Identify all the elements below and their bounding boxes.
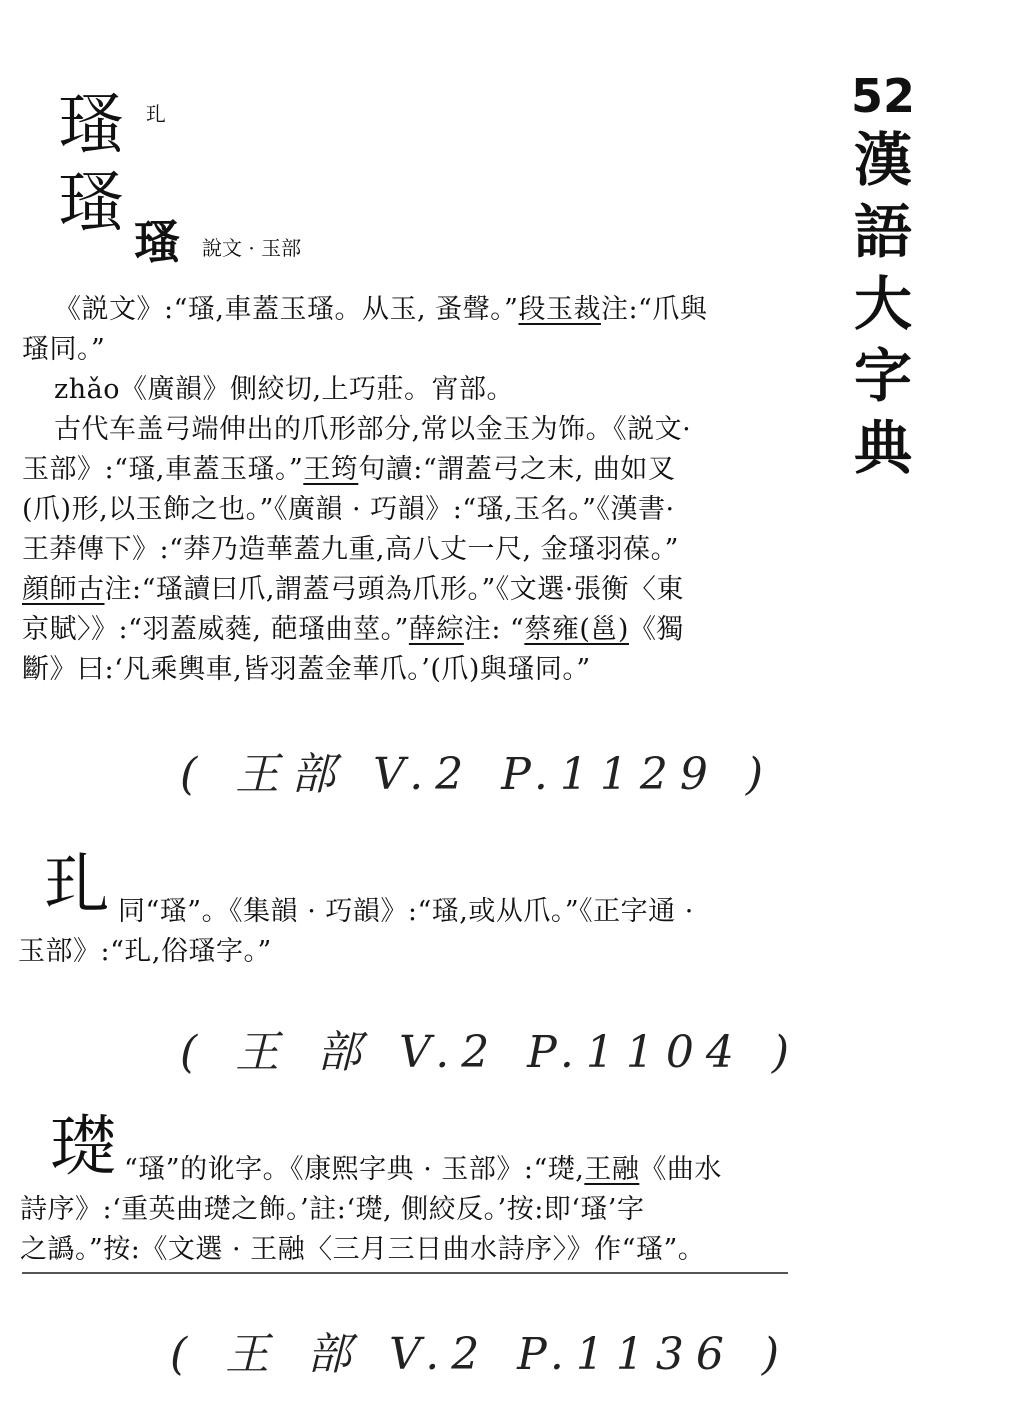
book-title-char: 大 [853, 270, 912, 338]
entry3-body [20, 1150, 790, 1270]
entry1-line [22, 290, 792, 330]
book-title-char: 典 [853, 414, 912, 482]
person-name-wang: 王筠 [303, 454, 359, 485]
entry1-seal-source: 說文 · 玉部 [202, 236, 302, 260]
text-span: 注: “ [463, 614, 525, 645]
entry1-line: 王莽傳下》:“莽乃造華蓋九重,高八丈一尺, 金瑵羽葆。” [22, 534, 679, 565]
entry2-head-char: 玌 [44, 846, 110, 923]
entry1-line: 古代车盖弓端伸出的爪形部分,常以金玉为饰。《説文· [54, 414, 692, 445]
entry1-seal-char: 瑵 [134, 215, 180, 269]
text-span: 《曲水 [639, 1154, 722, 1185]
text-span: 注:“爪與 [600, 294, 708, 325]
entry1-pronunciation: zhǎo《廣韻》側絞切,上巧莊。宵部。 [54, 374, 515, 405]
entry1-line [22, 450, 792, 490]
text-span: “瑵”的讹字。《康熙字典 · 玉部》:“璴, [124, 1154, 585, 1185]
entry1-head-char: 瑵 [58, 86, 124, 163]
entry1-line: (爪)形,以玉飾之也。”《廣韻 · 巧韻》:“瑵,玉名。”《漢書· [22, 494, 675, 525]
entry2-handwritten-note: ( 王 部 V.2 P.1104 ) [180, 1027, 801, 1078]
page-number: 52 [850, 69, 915, 123]
book-title-vertical [838, 68, 928, 484]
entry2-line: 玉部》:“玌,俗瑵字。” [18, 936, 272, 967]
entry1-line: 斷》曰:‘凡乘輿車,皆羽蓋金華爪。’(爪)與瑵同。” [22, 654, 591, 685]
text-span: 句讀:“謂蓋弓之末, 曲如叉 [358, 454, 676, 485]
person-name-cai: 蔡雍(邕) [524, 614, 629, 645]
book-title-char: 字 [853, 342, 912, 410]
entry1-variant-small: 玌 [146, 102, 166, 126]
entry1-line [22, 610, 792, 650]
entry1-head-char-2: 瑵 [58, 164, 124, 241]
person-name-xue: 薛綜 [408, 614, 464, 645]
entry2-line: 同“瑵”。《集韻 · 巧韻》:“瑵,或从爪。”《正字通 · [118, 896, 694, 927]
entry1-line: 瑵同。” [22, 334, 106, 365]
text-span: 京賦〉》:“羽蓋威蕤, 葩瑵曲莖。” [22, 614, 409, 645]
text-span: 注:“瑵讀曰爪,謂蓋弓頭為爪形。”《文選·張衡〈東 [104, 574, 684, 605]
book-title-char: 語 [853, 198, 912, 266]
book-title-char: 漢 [853, 126, 912, 194]
entry1-handwritten-note: ( 王部 V.2 P.1129 ) [180, 749, 775, 800]
person-name-wangrong: 王融 [584, 1154, 640, 1185]
person-name-duan: 段玉裁 [518, 294, 601, 325]
text-span: 玉部》:“瑵,車蓋玉瑵。” [22, 454, 304, 485]
entry3-handwritten-note: ( 王 部 V.2 P.1136 ) [170, 1329, 791, 1380]
person-name-yan: 顔師古 [22, 574, 105, 605]
text-span: 《獨 [628, 614, 684, 645]
entry3-line: 之譌。”按:《文選 · 王融〈三月三日曲水詩序〉》作“瑵”。 [20, 1234, 706, 1265]
entry3-line: 詩序》:‘重英曲璴之飾。’註:‘璴, 側絞反。’按:即‘瑵’字 [20, 1194, 645, 1225]
entry3-line [20, 1150, 790, 1190]
entry1-line [22, 570, 792, 610]
text-span: 《説文》:“瑵,車蓋玉瑵。从玉, 蚤聲。” [54, 294, 519, 325]
divider-line [22, 1272, 788, 1274]
entry3-head-char: 璴 [50, 1108, 116, 1185]
entry1-body [22, 290, 792, 690]
entry2-body [18, 892, 788, 972]
